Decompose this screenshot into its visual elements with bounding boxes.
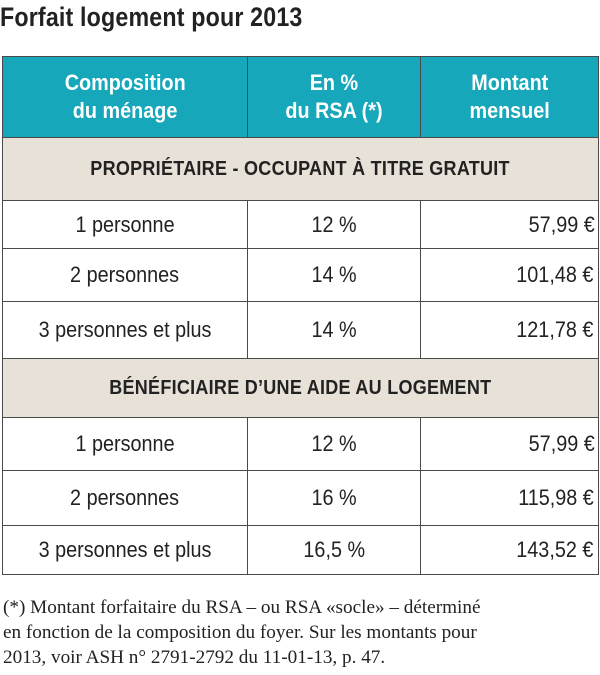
cell-composition-text: 2 personnes	[70, 485, 180, 510]
cell-amount-text: 143,52 €	[516, 537, 594, 562]
section-title	[3, 359, 599, 418]
cell-composition-text: 3 personnes et plus	[38, 537, 212, 562]
cell-percent-text: 14 %	[311, 262, 357, 287]
cell-percent-text: 16,5 %	[303, 537, 365, 562]
cell-amount	[421, 526, 599, 575]
header-percent	[248, 57, 421, 138]
header-composition-line2: du ménage	[72, 98, 178, 123]
cell-composition-text: 1 personne	[75, 431, 175, 456]
cell-percent-text: 12 %	[311, 431, 357, 456]
table-row	[3, 201, 599, 249]
header-amount-line1: Montant	[471, 70, 548, 95]
footnote-line: 2013, voir ASH n° 2791-2792 du 11-01-13, p. 47.	[3, 647, 386, 668]
cell-composition	[3, 471, 248, 526]
cell-percent-text: 12 %	[311, 211, 357, 237]
section-title-text: PROPRIÉTAIRE - OCCUPANT À TITRE GRATUIT	[90, 157, 511, 180]
cell-amount-text: 57,99 €	[528, 211, 595, 237]
table-row	[3, 526, 599, 575]
section-title	[3, 138, 599, 201]
cell-amount	[421, 249, 599, 302]
cell-amount	[421, 471, 599, 526]
cell-percent	[248, 201, 421, 249]
table-row	[3, 302, 599, 359]
cell-composition	[3, 302, 248, 359]
cell-amount-text: 101,48 €	[516, 262, 594, 287]
footnote-line: (*) Montant forfaitaire du RSA – ou RSA «socle» – déterminé	[3, 597, 481, 618]
cell-percent	[248, 302, 421, 359]
cell-percent	[248, 418, 421, 471]
header-amount-line2: mensuel	[469, 98, 550, 123]
table-row	[3, 249, 599, 302]
header-percent-line1: En %	[309, 70, 359, 95]
forfait-table	[2, 56, 599, 575]
cell-percent-text: 14 %	[311, 317, 357, 342]
table-row	[3, 471, 599, 526]
section-row-proprietaire	[3, 138, 599, 201]
page-title: Forfait logement pour 2013	[0, 2, 303, 32]
cell-amount	[421, 302, 599, 359]
section-title-text: BÉNÉFICIAIRE D’UNE AIDE AU LOGEMENT	[109, 376, 492, 399]
cell-composition-text: 1 personne	[75, 211, 175, 237]
cell-amount	[421, 418, 599, 471]
cell-percent	[248, 471, 421, 526]
cell-composition	[3, 526, 248, 575]
footnote	[3, 595, 599, 670]
cell-amount-text: 115,98 €	[518, 485, 594, 510]
cell-amount	[421, 201, 599, 249]
header-amount	[421, 57, 599, 138]
footnote-line: en fonction de la composition du foyer. Sur les montants pour	[3, 622, 477, 643]
table-row	[3, 418, 599, 471]
header-composition-line1: Composition	[64, 70, 186, 95]
section-row-beneficiaire	[3, 359, 599, 418]
table-header-row	[3, 57, 599, 138]
cell-percent	[248, 526, 421, 575]
cell-composition	[3, 418, 248, 471]
cell-amount-text: 121,78 €	[516, 317, 594, 342]
cell-composition	[3, 201, 248, 249]
header-percent-line2: du RSA (*)	[285, 98, 383, 123]
header-composition	[3, 57, 248, 138]
cell-composition-text: 3 personnes et plus	[38, 317, 212, 342]
cell-percent-text: 16 %	[311, 485, 357, 510]
cell-amount-text: 57,99 €	[528, 431, 595, 456]
cell-percent	[248, 249, 421, 302]
cell-composition-text: 2 personnes	[70, 262, 180, 287]
cell-composition	[3, 249, 248, 302]
